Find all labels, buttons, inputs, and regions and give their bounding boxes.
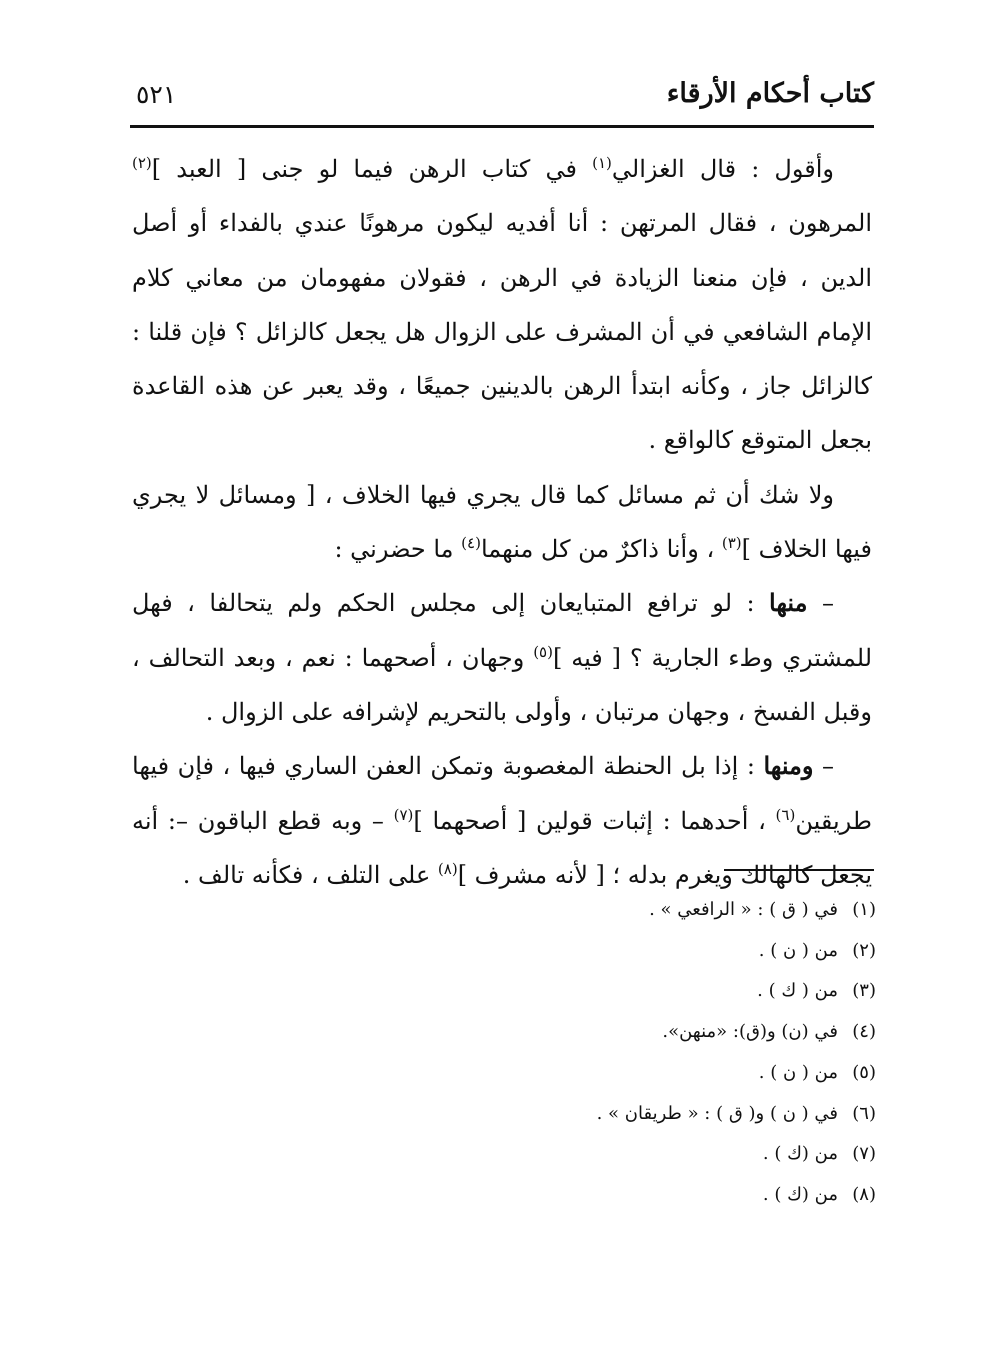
footnote-number: (٢) xyxy=(852,939,876,961)
text-run: : إذا بل الحنطة المغصوبة وتمكن العفن الساري فيها ، فإن فيها طريقين xyxy=(132,752,872,835)
footnote-number: (٧) xyxy=(852,1143,876,1165)
footnote-ref[interactable]: (١) xyxy=(592,154,612,172)
footnote-item xyxy=(276,890,876,931)
text-run: ، أحدهما : إثبات قولين [ أصحهما ] xyxy=(413,806,776,835)
paragraph xyxy=(132,468,872,577)
text-run: وجهان ، أصحهما : نعم ، وبعد التحالف ، وقبل الفسخ ، وجهان مرتبان ، وأولى بالتحريم لإشرافه على الزوال . xyxy=(132,643,872,726)
footnote-number: (٥) xyxy=(852,1061,876,1083)
keyword-label: ومنها xyxy=(763,751,814,781)
footnote-item xyxy=(276,931,876,972)
footnote-ref[interactable]: (٢) xyxy=(132,154,152,172)
footnote-divider xyxy=(724,869,874,871)
footnote-item xyxy=(276,1134,876,1175)
footnote-number: (٦) xyxy=(852,1102,876,1124)
text-run: ، وأنا ذاكرٌ من كل منهما xyxy=(480,535,722,564)
footnote-ref[interactable]: (٧) xyxy=(393,805,414,824)
footnote-ref[interactable]: (٦) xyxy=(775,805,796,824)
text-run: وأقول : قال الغزالي xyxy=(611,155,835,183)
text-run: على التلف ، فكأنه تالف . xyxy=(182,860,438,889)
book-title: كتاب أحكام الأرقاء xyxy=(666,78,874,109)
footnote-ref[interactable]: (٨) xyxy=(437,859,458,878)
footnote-text: في ( ق ) : « الرافعي » . xyxy=(649,899,838,920)
footnote-text: من ( ك ) . xyxy=(757,980,838,1002)
header-divider xyxy=(130,125,874,128)
footnote-number: (١) xyxy=(852,899,876,920)
text-run: ما حضرني : xyxy=(334,535,462,564)
footnote-item xyxy=(276,1175,876,1216)
footnote-text: من (ك ) . xyxy=(762,1183,838,1205)
footnote-ref[interactable]: (٣) xyxy=(721,534,742,553)
footnote-text: في ( ن ) و( ق ) : « طريقان » . xyxy=(596,1102,838,1124)
footnote-ref[interactable]: (٤) xyxy=(461,534,481,553)
footnote-text: من (ك ) . xyxy=(762,1143,838,1165)
footnote-item xyxy=(276,971,876,1012)
text-run: المرهون ، فقال المرتهن : أنا أفديه ليكون مرهونًا عندي بالفداء أو أصل الدين ، فإن منعنا الزيادة في الرهن ، فقولان مفهومان من معاني كلام الإمام الشافعي في أن المشرف على الزوال هل يجعل كالزائل ؟ فإن قلنا : كالزائل جاز ، وكأنه ابتدأ الرهن بالدينين جميعًا ، وقد يعبر عن هذه القاعدة بجعل المتوقع كالواقع . xyxy=(132,209,872,455)
footnote-item xyxy=(276,1053,876,1094)
text-run: – وبه قطع الباقون –: أنه يجعل كالهالك ويغرم بدله ؛ [ لأنه مشرف ] xyxy=(132,806,872,889)
footnote-number: (٨) xyxy=(852,1183,876,1205)
text-run: ولا شك أن ثم مسائل كما قال يجري فيها الخلاف ، [ ومسائل لا يجري فيها الخلاف ] xyxy=(132,480,872,564)
footnote-number: (٣) xyxy=(852,980,876,1002)
paragraph xyxy=(132,142,872,468)
page-number: ٥٢١ xyxy=(136,80,177,109)
footnote-ref[interactable]: (٥) xyxy=(533,642,553,661)
footnote-text: من ( ن ) . xyxy=(758,939,838,961)
bullet-paragraph xyxy=(132,576,872,739)
footnotes-list xyxy=(276,890,876,1216)
text-run: : لو ترافع المتبايعان إلى مجلس الحكم ولم يتحالفا ، فهل للمشتري وطء الجارية ؟ [ فيه ] xyxy=(132,589,873,672)
footnote-item xyxy=(276,1012,876,1053)
footnote-item xyxy=(276,1094,876,1135)
footnote-number: (٤) xyxy=(852,1021,876,1043)
running-header xyxy=(130,74,874,118)
keyword-label: منها xyxy=(769,588,808,618)
bullet-paragraph xyxy=(132,739,872,902)
dash-marker: – xyxy=(813,752,834,781)
dash-marker: – xyxy=(807,589,834,618)
text-run: في كتاب الرهن فيما لو جنى [ العبد ] xyxy=(151,155,593,183)
footnote-text: في (ن) و(ق): «منهن». xyxy=(662,1021,838,1043)
footnote-text: من ( ن ) . xyxy=(758,1061,838,1083)
body-text xyxy=(132,142,872,902)
